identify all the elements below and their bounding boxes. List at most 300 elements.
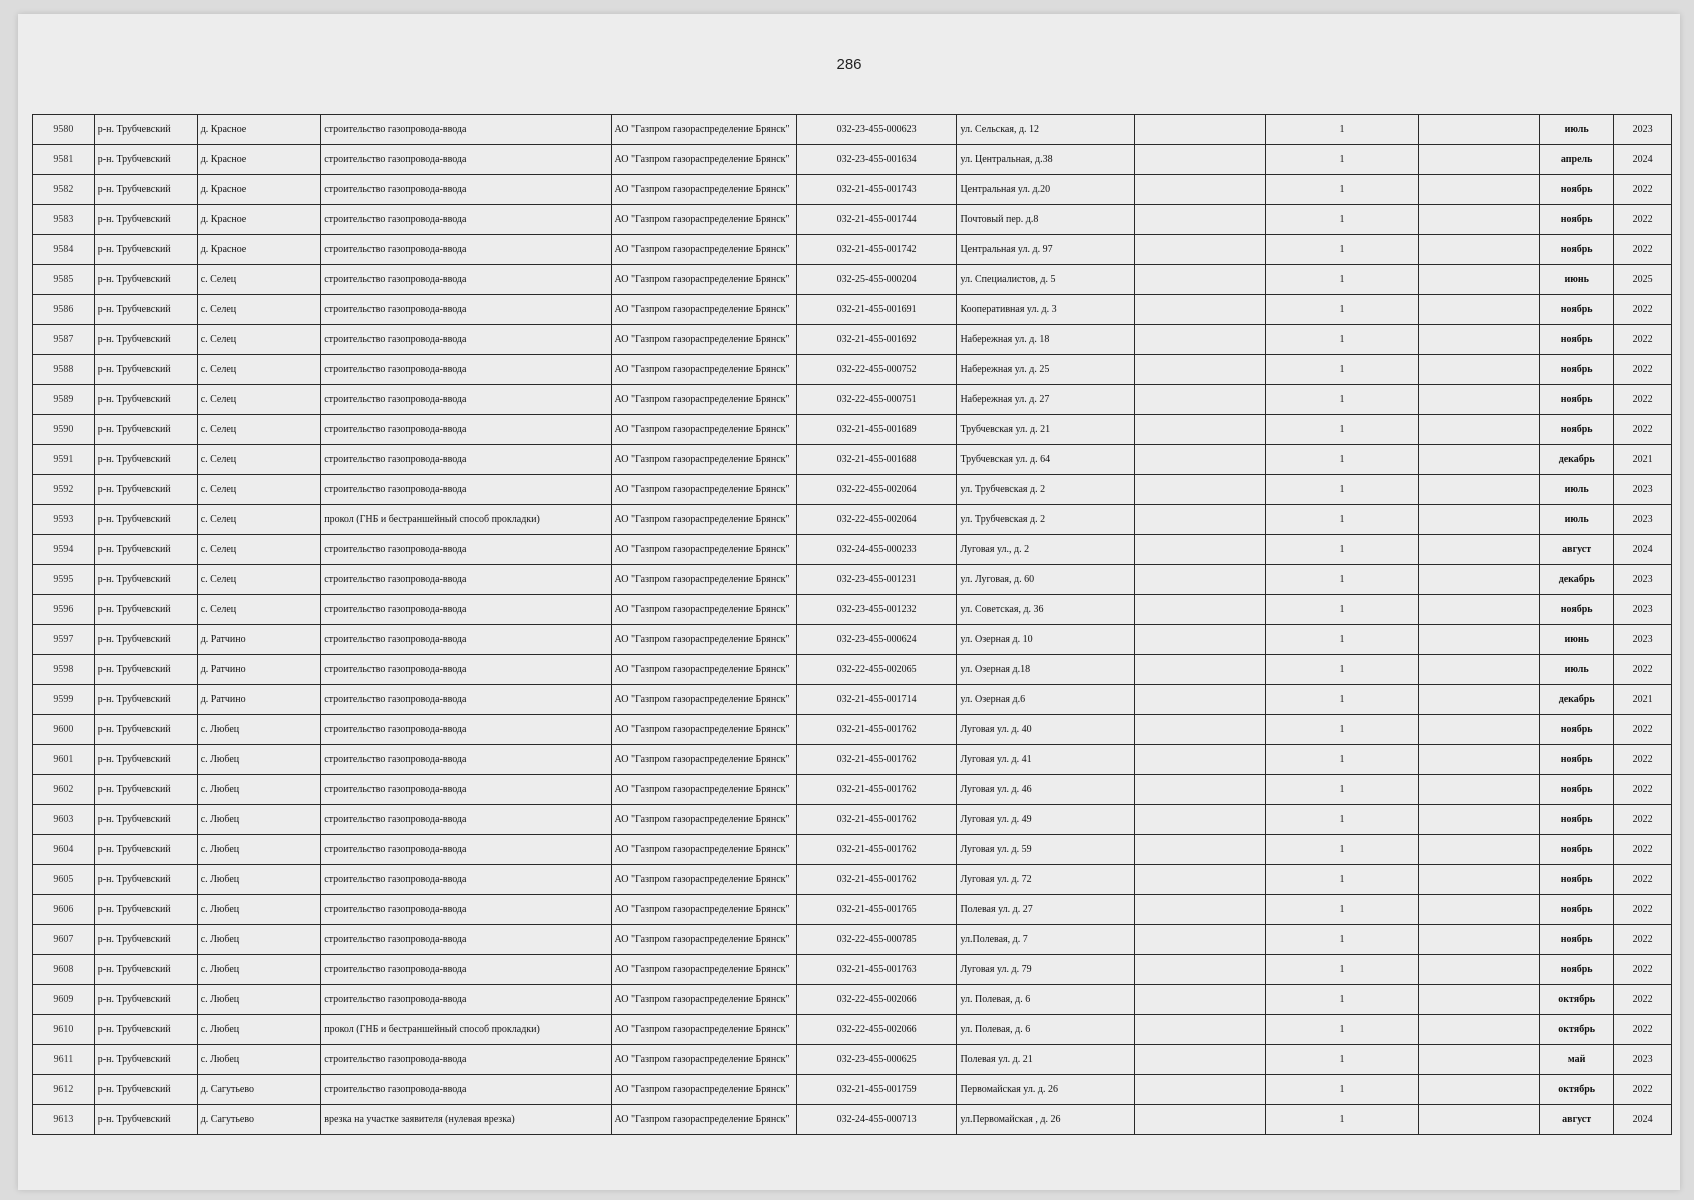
empty-cell xyxy=(1418,295,1539,325)
empty-cell xyxy=(1418,475,1539,505)
settlement-cell: с. Любец xyxy=(197,775,321,805)
code-cell: 032-21-455-001762 xyxy=(796,865,957,895)
district-cell: р-н. Трубчевский xyxy=(94,1045,197,1075)
work-type-cell: строительство газопровода-ввода xyxy=(321,805,611,835)
empty-cell xyxy=(1134,265,1266,295)
address-cell: Луговая ул. д. 59 xyxy=(957,835,1134,865)
settlement-cell: с. Селец xyxy=(197,505,321,535)
code-cell: 032-22-455-002066 xyxy=(796,1015,957,1045)
work-type-cell: строительство газопровода-ввода xyxy=(321,175,611,205)
organization-cell: АО "Газпром газораспределение Брянск" xyxy=(611,865,796,895)
work-type-cell: строительство газопровода-ввода xyxy=(321,835,611,865)
empty-cell xyxy=(1134,715,1266,745)
year-cell: 2021 xyxy=(1614,445,1672,475)
year-cell: 2022 xyxy=(1614,295,1672,325)
row-number: 9591 xyxy=(33,445,95,475)
work-type-cell: строительство газопровода-ввода xyxy=(321,325,611,355)
empty-cell xyxy=(1418,925,1539,955)
organization-cell: АО "Газпром газораспределение Брянск" xyxy=(611,535,796,565)
count-cell: 1 xyxy=(1266,985,1418,1015)
work-type-cell: строительство газопровода-ввода xyxy=(321,925,611,955)
row-number: 9580 xyxy=(33,115,95,145)
year-cell: 2022 xyxy=(1614,205,1672,235)
month-cell: октябрь xyxy=(1540,1015,1614,1045)
district-cell: р-н. Трубчевский xyxy=(94,775,197,805)
address-cell: Трубчевская ул. д. 21 xyxy=(957,415,1134,445)
organization-cell: АО "Газпром газораспределение Брянск" xyxy=(611,295,796,325)
row-number: 9592 xyxy=(33,475,95,505)
work-type-cell: строительство газопровода-ввода xyxy=(321,595,611,625)
code-cell: 032-21-455-001763 xyxy=(796,955,957,985)
settlement-cell: д. Красное xyxy=(197,115,321,145)
code-cell: 032-21-455-001762 xyxy=(796,745,957,775)
row-number: 9595 xyxy=(33,565,95,595)
month-cell: июль xyxy=(1540,115,1614,145)
settlement-cell: д. Красное xyxy=(197,145,321,175)
address-cell: Первомайская ул. д. 26 xyxy=(957,1075,1134,1105)
table-row xyxy=(33,1015,1672,1045)
settlement-cell: д. Ратчино xyxy=(197,685,321,715)
empty-cell xyxy=(1418,745,1539,775)
work-type-cell: строительство газопровода-ввода xyxy=(321,385,611,415)
table-row xyxy=(33,385,1672,415)
organization-cell: АО "Газпром газораспределение Брянск" xyxy=(611,775,796,805)
count-cell: 1 xyxy=(1266,1015,1418,1045)
empty-cell xyxy=(1134,805,1266,835)
empty-cell xyxy=(1134,775,1266,805)
district-cell: р-н. Трубчевский xyxy=(94,325,197,355)
organization-cell: АО "Газпром газораспределение Брянск" xyxy=(611,145,796,175)
count-cell: 1 xyxy=(1266,865,1418,895)
table-row xyxy=(33,865,1672,895)
month-cell: декабрь xyxy=(1540,565,1614,595)
address-cell: Полевая ул. д. 27 xyxy=(957,895,1134,925)
count-cell: 1 xyxy=(1266,1075,1418,1105)
work-type-cell: строительство газопровода-ввода xyxy=(321,865,611,895)
count-cell: 1 xyxy=(1266,475,1418,505)
organization-cell: АО "Газпром газораспределение Брянск" xyxy=(611,625,796,655)
district-cell: р-н. Трубчевский xyxy=(94,1075,197,1105)
empty-cell xyxy=(1418,895,1539,925)
empty-cell xyxy=(1134,175,1266,205)
month-cell: ноябрь xyxy=(1540,385,1614,415)
code-cell: 032-21-455-001743 xyxy=(796,175,957,205)
table-row xyxy=(33,505,1672,535)
address-cell: Луговая ул. д. 41 xyxy=(957,745,1134,775)
settlement-cell: с. Селец xyxy=(197,295,321,325)
count-cell: 1 xyxy=(1266,175,1418,205)
year-cell: 2022 xyxy=(1614,955,1672,985)
row-number: 9582 xyxy=(33,175,95,205)
count-cell: 1 xyxy=(1266,715,1418,745)
address-cell: ул. Полевая, д. 6 xyxy=(957,1015,1134,1045)
year-cell: 2022 xyxy=(1614,865,1672,895)
settlement-cell: с. Селец xyxy=(197,445,321,475)
district-cell: р-н. Трубчевский xyxy=(94,475,197,505)
district-cell: р-н. Трубчевский xyxy=(94,505,197,535)
empty-cell xyxy=(1418,805,1539,835)
address-cell: Луговая ул. д. 40 xyxy=(957,715,1134,745)
code-cell: 032-22-455-002064 xyxy=(796,475,957,505)
empty-cell xyxy=(1134,385,1266,415)
work-type-cell: строительство газопровода-ввода xyxy=(321,265,611,295)
count-cell: 1 xyxy=(1266,595,1418,625)
organization-cell: АО "Газпром газораспределение Брянск" xyxy=(611,985,796,1015)
work-type-cell: строительство газопровода-ввода xyxy=(321,145,611,175)
code-cell: 032-23-455-001231 xyxy=(796,565,957,595)
code-cell: 032-22-455-002066 xyxy=(796,985,957,1015)
table-row xyxy=(33,775,1672,805)
year-cell: 2023 xyxy=(1614,115,1672,145)
empty-cell xyxy=(1418,1105,1539,1135)
address-cell: Луговая ул. д. 72 xyxy=(957,865,1134,895)
table-row xyxy=(33,715,1672,745)
settlement-cell: с. Любец xyxy=(197,925,321,955)
row-number: 9585 xyxy=(33,265,95,295)
empty-cell xyxy=(1418,115,1539,145)
work-type-cell: строительство газопровода-ввода xyxy=(321,745,611,775)
row-number: 9600 xyxy=(33,715,95,745)
settlement-cell: с. Селец xyxy=(197,355,321,385)
address-cell: ул. Полевая, д. 6 xyxy=(957,985,1134,1015)
document-page xyxy=(18,14,1680,1190)
row-number: 9594 xyxy=(33,535,95,565)
count-cell: 1 xyxy=(1266,775,1418,805)
count-cell: 1 xyxy=(1266,895,1418,925)
table-row xyxy=(33,1105,1672,1135)
table-row xyxy=(33,1045,1672,1075)
district-cell: р-н. Трубчевский xyxy=(94,115,197,145)
district-cell: р-н. Трубчевский xyxy=(94,445,197,475)
row-number: 9590 xyxy=(33,415,95,445)
district-cell: р-н. Трубчевский xyxy=(94,565,197,595)
year-cell: 2023 xyxy=(1614,565,1672,595)
count-cell: 1 xyxy=(1266,835,1418,865)
district-cell: р-н. Трубчевский xyxy=(94,235,197,265)
empty-cell xyxy=(1418,685,1539,715)
row-number: 9599 xyxy=(33,685,95,715)
year-cell: 2024 xyxy=(1614,145,1672,175)
year-cell: 2022 xyxy=(1614,655,1672,685)
empty-cell xyxy=(1134,535,1266,565)
empty-cell xyxy=(1134,445,1266,475)
row-number: 9596 xyxy=(33,595,95,625)
empty-cell xyxy=(1134,955,1266,985)
empty-cell xyxy=(1418,145,1539,175)
row-number: 9587 xyxy=(33,325,95,355)
address-cell: Набережная ул. д. 18 xyxy=(957,325,1134,355)
year-cell: 2025 xyxy=(1614,265,1672,295)
code-cell: 032-23-455-001232 xyxy=(796,595,957,625)
month-cell: июль xyxy=(1540,475,1614,505)
code-cell: 032-21-455-001714 xyxy=(796,685,957,715)
district-cell: р-н. Трубчевский xyxy=(94,385,197,415)
organization-cell: АО "Газпром газораспределение Брянск" xyxy=(611,415,796,445)
month-cell: ноябрь xyxy=(1540,235,1614,265)
district-cell: р-н. Трубчевский xyxy=(94,415,197,445)
table-row xyxy=(33,625,1672,655)
address-cell: ул. Озерная д.18 xyxy=(957,655,1134,685)
table-row xyxy=(33,235,1672,265)
month-cell: август xyxy=(1540,1105,1614,1135)
work-type-cell: строительство газопровода-ввода xyxy=(321,1075,611,1105)
table-row xyxy=(33,355,1672,385)
empty-cell xyxy=(1134,1045,1266,1075)
year-cell: 2023 xyxy=(1614,475,1672,505)
code-cell: 032-24-455-000233 xyxy=(796,535,957,565)
empty-cell xyxy=(1134,1015,1266,1045)
empty-cell xyxy=(1134,835,1266,865)
district-cell: р-н. Трубчевский xyxy=(94,835,197,865)
organization-cell: АО "Газпром газораспределение Брянск" xyxy=(611,265,796,295)
empty-cell xyxy=(1134,325,1266,355)
count-cell: 1 xyxy=(1266,355,1418,385)
organization-cell: АО "Газпром газораспределение Брянск" xyxy=(611,325,796,355)
district-cell: р-н. Трубчевский xyxy=(94,925,197,955)
empty-cell xyxy=(1418,1045,1539,1075)
table-row xyxy=(33,295,1672,325)
year-cell: 2022 xyxy=(1614,325,1672,355)
organization-cell: АО "Газпром газораспределение Брянск" xyxy=(611,685,796,715)
empty-cell xyxy=(1134,205,1266,235)
settlement-cell: с. Любец xyxy=(197,1045,321,1075)
settlement-cell: с. Селец xyxy=(197,535,321,565)
empty-cell xyxy=(1134,145,1266,175)
organization-cell: АО "Газпром газораспределение Брянск" xyxy=(611,205,796,235)
settlement-cell: д. Красное xyxy=(197,175,321,205)
address-cell: Кооперативная ул. д. 3 xyxy=(957,295,1134,325)
organization-cell: АО "Газпром газораспределение Брянск" xyxy=(611,805,796,835)
empty-cell xyxy=(1418,655,1539,685)
row-number: 9593 xyxy=(33,505,95,535)
address-cell: ул. Центральная, д.38 xyxy=(957,145,1134,175)
organization-cell: АО "Газпром газораспределение Брянск" xyxy=(611,1105,796,1135)
empty-cell xyxy=(1418,775,1539,805)
work-type-cell: строительство газопровода-ввода xyxy=(321,355,611,385)
table-row xyxy=(33,205,1672,235)
work-type-cell: строительство газопровода-ввода xyxy=(321,475,611,505)
table-row xyxy=(33,445,1672,475)
row-number: 9606 xyxy=(33,895,95,925)
address-cell: Центральная ул. д. 97 xyxy=(957,235,1134,265)
month-cell: ноябрь xyxy=(1540,355,1614,385)
code-cell: 032-21-455-001765 xyxy=(796,895,957,925)
settlement-cell: с. Любец xyxy=(197,715,321,745)
row-number: 9611 xyxy=(33,1045,95,1075)
table-row xyxy=(33,895,1672,925)
empty-cell xyxy=(1418,355,1539,385)
count-cell: 1 xyxy=(1266,1045,1418,1075)
year-cell: 2024 xyxy=(1614,1105,1672,1135)
empty-cell xyxy=(1134,355,1266,385)
address-cell: ул. Трубчевская д. 2 xyxy=(957,505,1134,535)
row-number: 9609 xyxy=(33,985,95,1015)
code-cell: 032-23-455-000625 xyxy=(796,1045,957,1075)
empty-cell xyxy=(1418,235,1539,265)
year-cell: 2022 xyxy=(1614,745,1672,775)
empty-cell xyxy=(1418,265,1539,295)
district-cell: р-н. Трубчевский xyxy=(94,625,197,655)
work-type-cell: строительство газопровода-ввода xyxy=(321,715,611,745)
year-cell: 2023 xyxy=(1614,1045,1672,1075)
count-cell: 1 xyxy=(1266,565,1418,595)
row-number: 9612 xyxy=(33,1075,95,1105)
year-cell: 2022 xyxy=(1614,925,1672,955)
month-cell: ноябрь xyxy=(1540,955,1614,985)
empty-cell xyxy=(1418,175,1539,205)
month-cell: ноябрь xyxy=(1540,325,1614,355)
month-cell: ноябрь xyxy=(1540,715,1614,745)
work-type-cell: строительство газопровода-ввода xyxy=(321,535,611,565)
count-cell: 1 xyxy=(1266,445,1418,475)
row-number: 9603 xyxy=(33,805,95,835)
code-cell: 032-22-455-000751 xyxy=(796,385,957,415)
district-cell: р-н. Трубчевский xyxy=(94,895,197,925)
table-row xyxy=(33,535,1672,565)
code-cell: 032-23-455-000624 xyxy=(796,625,957,655)
row-number: 9613 xyxy=(33,1105,95,1135)
count-cell: 1 xyxy=(1266,1105,1418,1135)
work-type-cell: строительство газопровода-ввода xyxy=(321,775,611,805)
settlement-cell: с. Селец xyxy=(197,415,321,445)
table-row xyxy=(33,805,1672,835)
organization-cell: АО "Газпром газораспределение Брянск" xyxy=(611,475,796,505)
empty-cell xyxy=(1134,985,1266,1015)
empty-cell xyxy=(1134,625,1266,655)
settlement-cell: с. Любец xyxy=(197,985,321,1015)
count-cell: 1 xyxy=(1266,415,1418,445)
count-cell: 1 xyxy=(1266,925,1418,955)
district-cell: р-н. Трубчевский xyxy=(94,985,197,1015)
month-cell: ноябрь xyxy=(1540,775,1614,805)
row-number: 9589 xyxy=(33,385,95,415)
month-cell: июль xyxy=(1540,655,1614,685)
empty-cell xyxy=(1134,1075,1266,1105)
row-number: 9608 xyxy=(33,955,95,985)
address-cell: Луговая ул. д. 49 xyxy=(957,805,1134,835)
row-number: 9607 xyxy=(33,925,95,955)
month-cell: декабрь xyxy=(1540,685,1614,715)
count-cell: 1 xyxy=(1266,325,1418,355)
district-cell: р-н. Трубчевский xyxy=(94,295,197,325)
address-cell: Центральная ул. д.20 xyxy=(957,175,1134,205)
count-cell: 1 xyxy=(1266,295,1418,325)
work-type-cell: строительство газопровода-ввода xyxy=(321,295,611,325)
row-number: 9586 xyxy=(33,295,95,325)
district-cell: р-н. Трубчевский xyxy=(94,175,197,205)
year-cell: 2022 xyxy=(1614,415,1672,445)
table-row xyxy=(33,1075,1672,1105)
table-row xyxy=(33,175,1672,205)
empty-cell xyxy=(1134,415,1266,445)
settlement-cell: с. Селец xyxy=(197,595,321,625)
code-cell: 032-22-455-000785 xyxy=(796,925,957,955)
row-number: 9601 xyxy=(33,745,95,775)
district-cell: р-н. Трубчевский xyxy=(94,685,197,715)
address-cell: Луговая ул. д. 46 xyxy=(957,775,1134,805)
year-cell: 2022 xyxy=(1614,385,1672,415)
table-row xyxy=(33,685,1672,715)
address-cell: Трубчевская ул. д. 64 xyxy=(957,445,1134,475)
organization-cell: АО "Газпром газораспределение Брянск" xyxy=(611,835,796,865)
district-cell: р-н. Трубчевский xyxy=(94,1105,197,1135)
organization-cell: АО "Газпром газораспределение Брянск" xyxy=(611,1045,796,1075)
work-type-cell: строительство газопровода-ввода xyxy=(321,1045,611,1075)
code-cell: 032-21-455-001689 xyxy=(796,415,957,445)
register-table xyxy=(32,114,1672,1135)
year-cell: 2021 xyxy=(1614,685,1672,715)
organization-cell: АО "Газпром газораспределение Брянск" xyxy=(611,925,796,955)
empty-cell xyxy=(1134,475,1266,505)
row-number: 9597 xyxy=(33,625,95,655)
code-cell: 032-21-455-001762 xyxy=(796,835,957,865)
month-cell: ноябрь xyxy=(1540,595,1614,625)
work-type-cell: строительство газопровода-ввода xyxy=(321,205,611,235)
district-cell: р-н. Трубчевский xyxy=(94,265,197,295)
settlement-cell: д. Красное xyxy=(197,205,321,235)
organization-cell: АО "Газпром газораспределение Брянск" xyxy=(611,355,796,385)
district-cell: р-н. Трубчевский xyxy=(94,535,197,565)
empty-cell xyxy=(1134,895,1266,925)
empty-cell xyxy=(1418,955,1539,985)
empty-cell xyxy=(1134,595,1266,625)
code-cell: 032-22-455-002064 xyxy=(796,505,957,535)
row-number: 9581 xyxy=(33,145,95,175)
code-cell: 032-23-455-001634 xyxy=(796,145,957,175)
row-number: 9598 xyxy=(33,655,95,685)
district-cell: р-н. Трубчевский xyxy=(94,715,197,745)
code-cell: 032-24-455-000713 xyxy=(796,1105,957,1135)
code-cell: 032-22-455-000752 xyxy=(796,355,957,385)
code-cell: 032-21-455-001762 xyxy=(796,775,957,805)
month-cell: декабрь xyxy=(1540,445,1614,475)
address-cell: ул. Озерная д. 10 xyxy=(957,625,1134,655)
district-cell: р-н. Трубчевский xyxy=(94,355,197,385)
count-cell: 1 xyxy=(1266,655,1418,685)
work-type-cell: прокол (ГНБ и бестраншейный способ прокладки) xyxy=(321,505,611,535)
organization-cell: АО "Газпром газораспределение Брянск" xyxy=(611,565,796,595)
empty-cell xyxy=(1418,535,1539,565)
count-cell: 1 xyxy=(1266,385,1418,415)
work-type-cell: строительство газопровода-ввода xyxy=(321,565,611,595)
district-cell: р-н. Трубчевский xyxy=(94,145,197,175)
organization-cell: АО "Газпром газораспределение Брянск" xyxy=(611,445,796,475)
table-row xyxy=(33,145,1672,175)
organization-cell: АО "Газпром газораспределение Брянск" xyxy=(611,1075,796,1105)
code-cell: 032-22-455-002065 xyxy=(796,655,957,685)
work-type-cell: строительство газопровода-ввода xyxy=(321,655,611,685)
settlement-cell: с. Любец xyxy=(197,895,321,925)
year-cell: 2022 xyxy=(1614,355,1672,385)
row-number: 9602 xyxy=(33,775,95,805)
register-rows xyxy=(33,115,1672,1135)
code-cell: 032-25-455-000204 xyxy=(796,265,957,295)
organization-cell: АО "Газпром газораспределение Брянск" xyxy=(611,655,796,685)
table-row xyxy=(33,325,1672,355)
month-cell: ноябрь xyxy=(1540,205,1614,235)
month-cell: июнь xyxy=(1540,625,1614,655)
address-cell: ул.Полевая, д. 7 xyxy=(957,925,1134,955)
year-cell: 2022 xyxy=(1614,175,1672,205)
row-number: 9604 xyxy=(33,835,95,865)
empty-cell xyxy=(1134,925,1266,955)
count-cell: 1 xyxy=(1266,505,1418,535)
address-cell: Луговая ул. д. 79 xyxy=(957,955,1134,985)
settlement-cell: д. Сагутьево xyxy=(197,1075,321,1105)
month-cell: ноябрь xyxy=(1540,745,1614,775)
year-cell: 2023 xyxy=(1614,505,1672,535)
settlement-cell: д. Ратчино xyxy=(197,625,321,655)
